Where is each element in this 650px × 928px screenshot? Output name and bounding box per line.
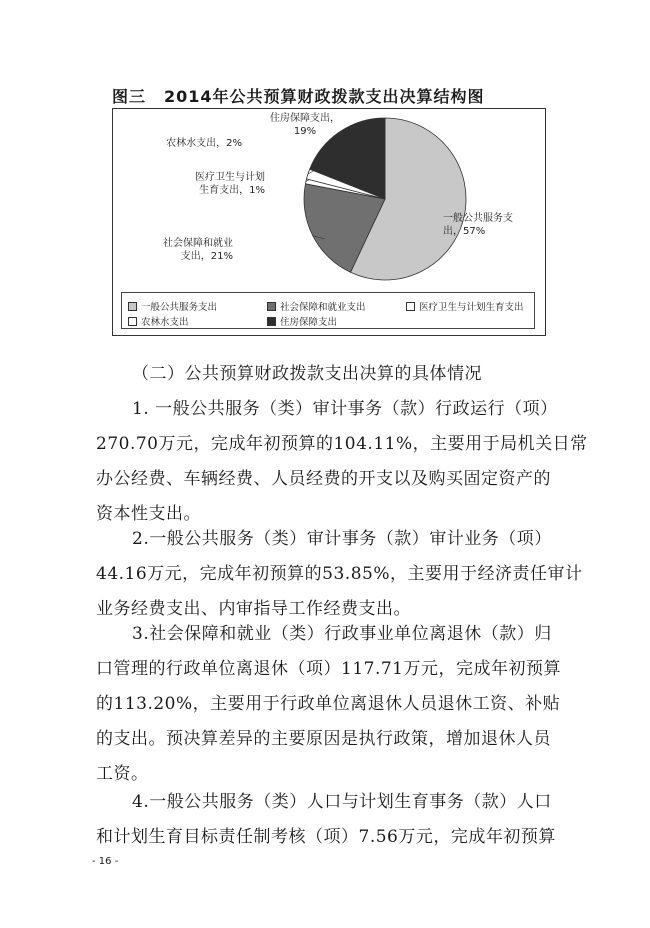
- text-line: 和计划生育目标责任制考核（项）7.56万元，完成年初预算: [96, 827, 556, 847]
- page-number: - 16 -: [92, 856, 119, 867]
- figure-title: [112, 84, 572, 110]
- section-heading: （二）公共预算财政拨款支出决算的具体情况: [132, 364, 482, 384]
- text-line: 4.一般公共服务（类）人口与计划生育事务（款）人口: [132, 792, 552, 812]
- text-line: 工资。: [96, 764, 149, 784]
- text-line: 270.70万元，完成年初预算的104.11%，主要用于局机关日常: [96, 434, 588, 454]
- legend-item-general-services: [128, 299, 217, 313]
- text-line: 的支出。预决算差异的主要原因是执行政策，增加退休人员: [96, 729, 551, 749]
- text-line: 办公经费、车辆经费、人员经费的开支以及购买固定资产的: [96, 469, 551, 489]
- text-line: 业务经费支出、内审指导工作经费支出。: [96, 599, 411, 619]
- text-line: 口管理的行政单位离退休（项）117.71万元，完成年初预算: [96, 659, 561, 679]
- paragraph-1: [96, 392, 588, 532]
- pie-label-agriculture: 农林水支出，2%: [166, 138, 242, 149]
- pie-chart-frame: [112, 108, 546, 336]
- pie-label-housing: 住房保障支出， 19%: [270, 113, 340, 137]
- pie-chart: [113, 109, 545, 289]
- legend-swatch: [267, 302, 276, 311]
- figure-label: 图三: [112, 87, 147, 106]
- text-line: 资本性支出。: [96, 504, 201, 524]
- paragraph-3: [96, 617, 566, 792]
- paragraph-2: [96, 522, 583, 627]
- text-line: 3.社会保障和就业（类）行政事业单位离退休（款）归: [132, 624, 552, 644]
- text-line: 44.16万元，完成年初预算的53.85%，主要用于经济责任审计: [96, 564, 583, 584]
- legend-label: 医疗卫生与计划生育支出: [419, 302, 524, 313]
- legend-label: 社会保障和就业支出: [280, 302, 366, 313]
- legend-swatch: [406, 302, 415, 311]
- legend-item-housing: [267, 314, 337, 328]
- chart-legend: [121, 292, 535, 329]
- legend-label: 住房保障支出: [280, 317, 338, 328]
- legend-label: 农林水支出: [141, 317, 189, 328]
- legend-swatch: [128, 317, 137, 326]
- pie-label-health: 医疗卫生与计划生育支出，1%: [195, 172, 265, 196]
- text-line: 1. 一般公共服务（类）审计事务（款）行政运行（项）: [132, 399, 558, 419]
- legend-item-social-security: [267, 299, 366, 313]
- pie-label-general-services: 一般公共服务支出，57%: [443, 213, 513, 237]
- figure-title-text: 2014年公共预算财政拨款支出决算结构图: [164, 87, 485, 106]
- text-line: 的113.20%，主要用于行政单位离退休人员退休工资、补贴: [96, 694, 561, 714]
- text-line: 2.一般公共服务（类）审计事务（款）审计业务（项）: [132, 529, 552, 549]
- legend-item-health: [406, 299, 524, 313]
- legend-swatch: [128, 302, 137, 311]
- legend-swatch: [267, 317, 276, 326]
- paragraph-4: [96, 785, 566, 855]
- pie-label-social-security: 社会保障和就业支出，21%: [163, 238, 233, 262]
- legend-label: 一般公共服务支出: [141, 302, 218, 313]
- legend-item-agriculture: [128, 314, 189, 328]
